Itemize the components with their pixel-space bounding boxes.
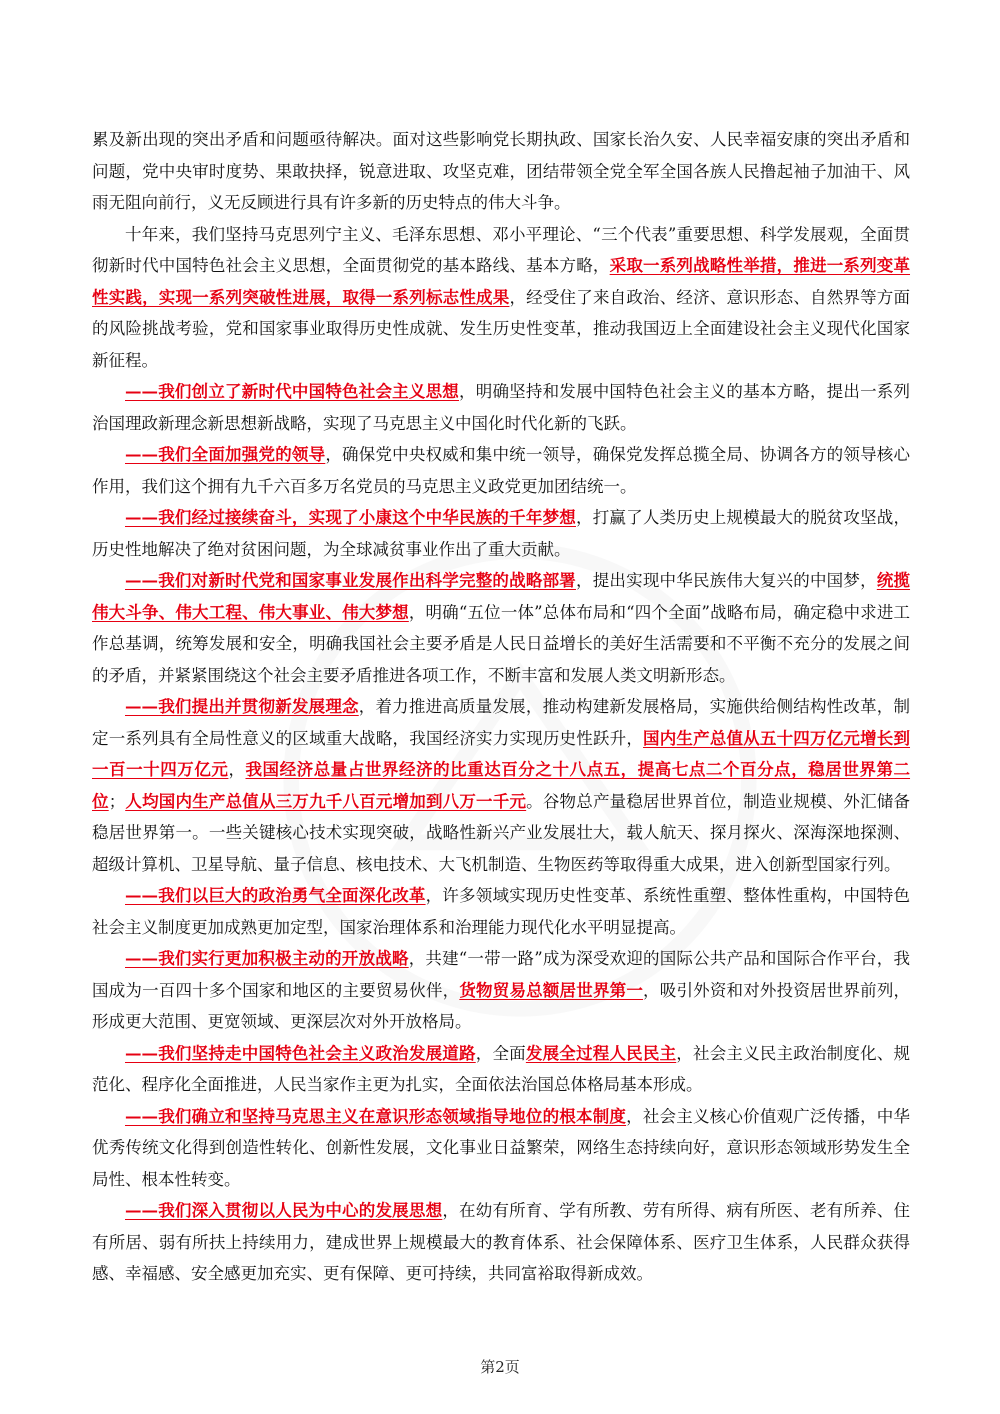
- document-body: [92, 124, 910, 1290]
- body-text: ，提出实现中华民族伟大复兴的中国梦，: [576, 571, 877, 590]
- body-text: ，: [228, 760, 246, 779]
- body-text: ，打赢了人类历史上规模最大的脱贫攻坚战，历史性地解决了绝对贫困问题，为全球减贫事业作出了重大贡献。: [92, 508, 911, 559]
- body-text: ，着力推进高质量发展，推动构建新发展格局，实施供给侧结构性改革，制定一系列具有全局性意义的区域重大战略，我国经济实力实现历史性跃升，: [92, 697, 911, 748]
- body-text: 累及新出现的突出矛盾和问题亟待解决。面对这些影响党长期执政、国家长治久安、人民幸福安康的突出矛盾和问题，党中央审时度势、果敢抉择，锐意进取、攻坚克难，团结带领全党全军全国各族人民撸起袖子加油干、风雨无阻向前行，义无反顾进行具有许多新的历史特点的伟大斗争。: [92, 130, 910, 212]
- highlighted-text: ——我们以巨大的政治勇气全面深化改革: [125, 886, 426, 905]
- highlighted-text: 采取一系列战略性举措，推进一系列变革性实践，实现一系列突破性进展，取得一系列标志性成果: [92, 256, 911, 307]
- body-text: ，确保党中央权威和集中统一领导，确保党发挥总揽全局、协调各方的领导核心作用，我们这个拥有九千六百多万名党员的马克思主义政党更加团结统一。: [92, 445, 911, 496]
- paragraph: [92, 502, 910, 565]
- paragraph: [92, 691, 910, 880]
- body-text: ，在幼有所育、学有所教、劳有所得、病有所医、老有所养、住有所居、弱有所扶上持续用力，建成世界上规模最大的教育体系、社会保障体系、医疗卫生体系，人民群众获得感、幸福感、安全感更加充实、更有保障、更可持续，共同富裕取得新成效。: [92, 1201, 911, 1283]
- body-text: ，共建“一带一路”成为深受欢迎的国际公共产品和国际合作平台，我国成为一百四十多个国家和地区的主要贸易伙伴，: [92, 949, 911, 1000]
- body-text: ，全面: [475, 1043, 526, 1063]
- page-number: 第2页: [480, 1358, 520, 1376]
- body-text: ，明确坚持和发展中国特色社会主义的基本方略，提出一系列治国理政新理念新思想新战略，实现了马克思主义中国化时代化新的飞跃。: [92, 382, 911, 433]
- body-text: ，许多领域实现历史性变革、系统性重塑、整体性重构，中国特色社会主义制度更加成熟更加定型，国家治理体系和治理能力现代化水平明显提高。: [92, 886, 911, 937]
- body-text: ，社会主义民主政治制度化、规范化、程序化全面推进，人民当家作主更为扎实，全面依法治国总体格局基本形成。: [92, 1043, 911, 1094]
- body-text: ，社会主义核心价值观广泛传播，中华优秀传统文化得到创造性转化、创新性发展，文化事业日益繁荣，网络生态持续向好，意识形态领域形势发生全局性、根本性转变。: [92, 1106, 911, 1189]
- paragraph: [92, 376, 910, 439]
- highlighted-text: ——我们全面加强党的领导: [125, 445, 326, 464]
- body-text: ，经受住了来自政治、经济、意识形态、自然界等方面的风险挑战考验，党和国家事业取得历史性成就、发生历史性变革，推动我国迈上全面建设社会主义现代化国家新征程。: [92, 287, 911, 370]
- highlighted-text: ——我们深入贯彻以人民为中心的发展思想: [125, 1201, 443, 1220]
- highlighted-text: 发展全过程人民民主: [525, 1043, 677, 1063]
- highlighted-text: ——我们实行更加积极主动的开放战略: [125, 949, 409, 968]
- highlighted-text: 国内生产总值从五十四万亿元增长到一百一十四万亿元: [92, 728, 911, 779]
- highlighted-text: ——我们确立和坚持马克思主义在意识形态领域指导地位的根本制度: [125, 1106, 627, 1126]
- body-text: ；: [108, 791, 126, 811]
- paragraph: [92, 880, 910, 943]
- highlighted-text: ——我们坚持走中国特色社会主义政治发展道路: [125, 1043, 476, 1063]
- body-text: 。谷物总产量稳居世界首位，制造业规模、外汇储备稳居世界第一。一些关键核心技术实现突破，战略性新兴产业发展壮大，载人航天、探月探火、深海深地探测、超级计算机、卫星导航、量子信息、核电技术、大飞机制造、生物医药等取得重大成果，进入创新型国家行列。: [92, 791, 911, 874]
- body-text: ，明确“五位一体”总体布局和“四个全面”战略布局，确定稳中求进工作总基调，统筹发展和安全，明确我国社会主要矛盾是人民日益增长的美好生活需要和不平衡不充分的发展之间的矛盾，并紧紧围绕这个社会主要矛盾推进各项工作，不断丰富和发展人类文明新形态。: [92, 602, 910, 685]
- paragraph: [92, 565, 910, 691]
- highlighted-text: ——我们对新时代党和国家事业发展作出科学完整的战略部署: [125, 571, 576, 590]
- highlighted-text: 货物贸易总额居世界第一: [459, 980, 644, 1000]
- paragraph: [92, 219, 910, 377]
- highlighted-text: ——我们经过接续奋斗，实现了小康这个中华民族的千年梦想: [125, 508, 576, 527]
- highlighted-text: ——我们创立了新时代中国特色社会主义思想: [125, 382, 460, 401]
- paragraph: [92, 1101, 910, 1196]
- highlighted-text: 我国经济总量占世界经济的比重达百分之十八点五，提高七点二个百分点，稳居世界第二位: [92, 760, 911, 811]
- paragraph: [92, 943, 910, 1038]
- highlighted-text: 人均国内生产总值从三万九千八百元增加到八万一千元: [125, 791, 527, 811]
- body-text: ，吸引外资和对外投资居世界前列，形成更大范围、更宽领域、更深层次对外开放格局。: [92, 980, 911, 1031]
- paragraph: [92, 1038, 910, 1101]
- paragraph: [92, 1195, 910, 1290]
- paragraph: [92, 439, 910, 502]
- highlighted-text: ——我们提出并贯彻新发展理念: [125, 697, 359, 716]
- paragraph: [92, 124, 910, 219]
- highlighted-text: 统揽伟大斗争、伟大工程、伟大事业、伟大梦想: [92, 571, 911, 622]
- body-text: 十年来，我们坚持马克思列宁主义、毛泽东思想、邓小平理论、“三个代表”重要思想、科学发展观，全面贯彻新时代中国特色社会主义思想，全面贯彻党的基本路线、基本方略，: [92, 224, 910, 275]
